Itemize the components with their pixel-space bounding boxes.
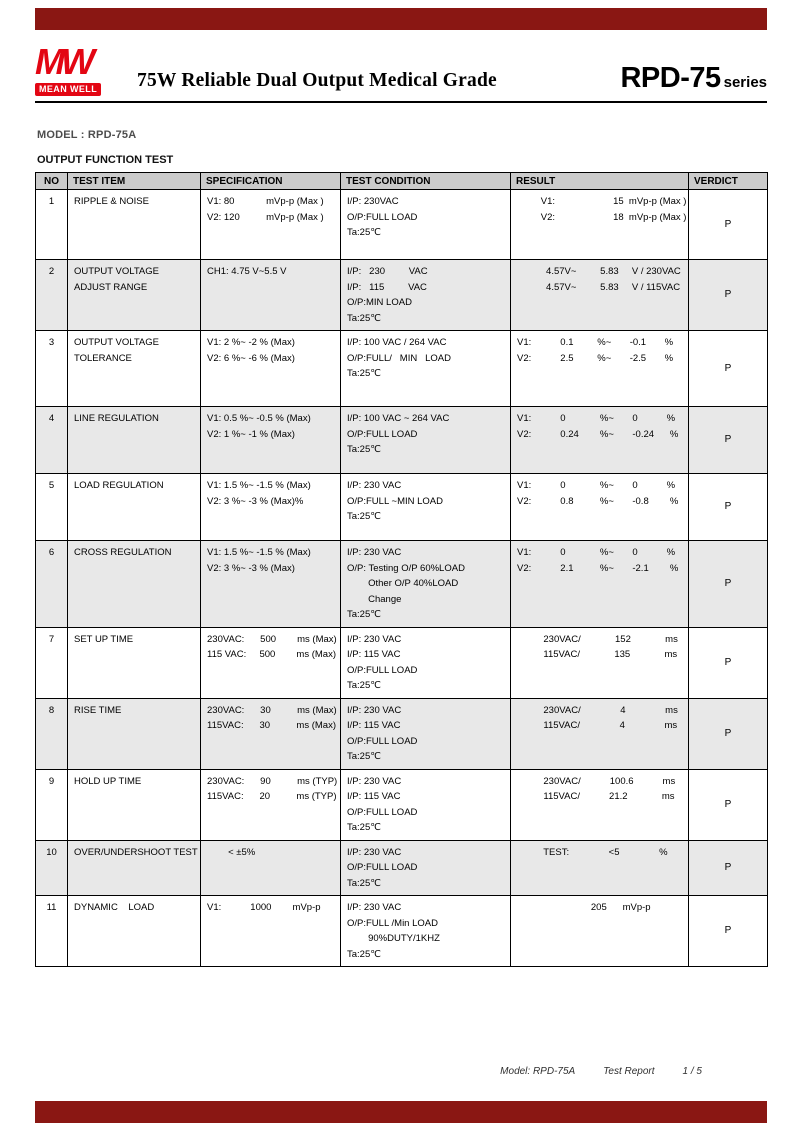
row-test-condition-line: O/P:FULL LOAD	[347, 862, 418, 873]
series-suffix: series	[723, 74, 767, 91]
row-specification	[201, 260, 341, 331]
table-row	[36, 896, 768, 967]
top-accent-bar	[35, 8, 767, 30]
row-specification-line: V2: 120 mVp-p (Max )	[207, 211, 324, 223]
footer-doc-type: Test Report	[603, 1066, 655, 1077]
row-specification-line: V1: 1000 mVp-p	[207, 902, 321, 913]
column-header-result: RESULT	[511, 173, 689, 190]
row-test-condition-line: I/P: 115 VAC	[347, 791, 401, 802]
row-result-line: 205 mVp-p	[517, 902, 651, 913]
row-specification-line: CH1: 4.75 V~5.5 V	[207, 266, 287, 277]
report-title: 75W Reliable Dual Output Medical Grade	[137, 70, 497, 91]
row-test-condition-line: I/P: 230VAC	[347, 196, 399, 207]
row-result-line: V2: 0.24 %~ -0.24 %	[517, 428, 679, 440]
page-footer	[500, 1066, 702, 1077]
column-header-specification: SPECIFICATION	[201, 173, 341, 190]
row-specification-line: V1: 1.5 %~ -1.5 % (Max)	[207, 480, 311, 491]
row-test-condition-line: O/P:FULL LOAD	[347, 211, 418, 223]
row-test-condition-line: O/P:FULL ~MIN LOAD	[347, 495, 443, 507]
column-header-test-item: TEST ITEM	[68, 173, 201, 190]
row-test-condition-line: I/P: 115 VAC	[347, 281, 427, 293]
row-verdict	[689, 260, 768, 331]
row-specification-line: V1: 80 mVp-p (Max )	[207, 196, 324, 207]
row-test-condition-line: O/P:MIN LOAD	[347, 297, 412, 308]
row-test-condition	[341, 407, 511, 474]
row-test-condition-line: Ta:25℃	[347, 822, 381, 833]
row-result-line: V1: 0 %~ 0 %	[517, 413, 676, 424]
row-no-line: 11	[46, 902, 57, 913]
row-test-condition-line: Ta:25℃	[347, 368, 381, 379]
row-verdict-line: P	[724, 798, 732, 810]
row-test-item-line: LOAD REGULATION	[74, 480, 164, 491]
row-verdict-line: P	[724, 727, 732, 739]
row-specification	[201, 840, 341, 896]
row-no-line: 1	[48, 196, 55, 207]
row-verdict	[689, 769, 768, 840]
row-test-condition-line: I/P: 230 VAC	[347, 775, 402, 787]
row-verdict	[689, 331, 768, 407]
row-verdict-line: P	[724, 925, 732, 937]
row-no	[36, 627, 68, 698]
row-result	[511, 407, 689, 474]
row-test-condition-line: I/P: 115 VAC	[347, 649, 401, 660]
row-test-condition-line: 90%DUTY/1KHZ	[347, 933, 440, 944]
row-verdict-line: P	[724, 501, 732, 513]
row-result-line: 230VAC/ 100.6 ms	[517, 775, 676, 787]
row-result-line: V2: 2.1 %~ -2.1 %	[517, 562, 679, 574]
row-no	[36, 896, 68, 967]
mw-logo-mark: MW	[35, 41, 91, 82]
row-test-condition	[341, 331, 511, 407]
row-specification	[201, 769, 341, 840]
row-result	[511, 260, 689, 331]
row-verdict-line: P	[724, 578, 732, 589]
row-test-condition-line: I/P: 230 VAC	[347, 704, 402, 716]
row-verdict-line: P	[724, 656, 732, 668]
column-header-test-condition: TEST CONDITION	[341, 173, 511, 190]
row-test-condition-line: Ta:25℃	[347, 444, 381, 455]
row-no-line: 4	[48, 413, 55, 424]
row-result-line: V2: 18 mVp-p (Max )	[517, 211, 687, 223]
row-test-item-line: TOLERANCE	[74, 352, 132, 364]
row-result	[511, 840, 689, 896]
row-verdict	[689, 474, 768, 541]
row-test-item	[68, 627, 201, 698]
row-result-line: 115VAC/ 4 ms	[517, 720, 678, 731]
row-test-item	[68, 331, 201, 407]
row-result-line: V2: 0.8 %~ -0.8 %	[517, 495, 679, 507]
row-test-item-line: SET UP TIME	[74, 633, 134, 645]
row-test-item-line: ADJUST RANGE	[74, 281, 148, 293]
row-result-line: V1: 15 mVp-p (Max )	[517, 196, 687, 207]
series-label	[620, 62, 767, 101]
series-name: RPD-75	[620, 62, 721, 94]
row-test-condition	[341, 627, 511, 698]
row-specification-line: 115 VAC: 500 ms (Max)	[207, 649, 336, 660]
row-test-condition-line: O/P: Testing O/P 60%LOAD	[347, 562, 465, 574]
row-specification	[201, 541, 341, 628]
output-function-test-table	[35, 172, 768, 967]
row-test-condition-line: I/P: 115 VAC	[347, 720, 401, 731]
row-specification	[201, 474, 341, 541]
row-specification-line: V2: 1 %~ -1 % (Max)	[207, 428, 295, 440]
row-result-line: V2: 2.5 %~ -2.5 %	[517, 352, 674, 364]
table-row	[36, 541, 768, 628]
row-verdict	[689, 896, 768, 967]
row-test-condition-line: I/P: 230 VAC	[347, 547, 402, 558]
row-specification-line: 115VAC: 30 ms (Max)	[207, 720, 336, 731]
row-no	[36, 541, 68, 628]
row-test-item-line: CROSS REGULATION	[74, 547, 172, 558]
row-test-condition-line: I/P: 230 VAC	[347, 266, 428, 277]
row-no	[36, 474, 68, 541]
row-test-item	[68, 260, 201, 331]
table-row	[36, 627, 768, 698]
row-test-item-line: HOLD UP TIME	[74, 775, 142, 787]
row-result	[511, 627, 689, 698]
row-test-condition-line: Ta:25℃	[347, 312, 381, 324]
row-specification	[201, 896, 341, 967]
row-test-condition-line: I/P: 230 VAC	[347, 846, 402, 858]
row-no-line: 9	[48, 775, 55, 787]
row-test-condition-line: Ta:25℃	[347, 511, 381, 522]
row-specification-line: < ±5%	[207, 846, 256, 858]
row-test-condition-line: O/P:FULL /Min LOAD	[347, 917, 438, 929]
row-specification-line: V2: 6 %~ -6 % (Max)	[207, 352, 295, 364]
row-result-line: 230VAC/ 4 ms	[517, 704, 678, 716]
row-test-condition-line: O/P:FULL LOAD	[347, 664, 418, 676]
row-specification	[201, 190, 341, 260]
row-test-item	[68, 769, 201, 840]
row-result-line: V1: 0.1 %~ -0.1 %	[517, 337, 674, 348]
row-result-line: 115VAC/ 21.2 ms	[517, 791, 675, 802]
row-specification-line: V1: 2 %~ -2 % (Max)	[207, 337, 295, 348]
row-test-condition	[341, 474, 511, 541]
row-specification-line: 115VAC: 20 ms (TYP)	[207, 791, 337, 802]
row-result	[511, 896, 689, 967]
row-no	[36, 331, 68, 407]
row-test-item-line: RISE TIME	[74, 704, 122, 716]
row-verdict	[689, 840, 768, 896]
row-test-condition	[341, 190, 511, 260]
row-verdict	[689, 190, 768, 260]
row-verdict-line: P	[724, 434, 732, 446]
row-test-condition-line: Ta:25℃	[347, 877, 381, 889]
row-test-condition	[341, 769, 511, 840]
row-no	[36, 260, 68, 331]
row-specification-line: 230VAC: 500 ms (Max)	[207, 633, 337, 645]
row-verdict-line: P	[724, 289, 732, 301]
row-test-condition	[341, 260, 511, 331]
row-specification-line: V1: 1.5 %~ -1.5 % (Max)	[207, 547, 311, 558]
row-no	[36, 190, 68, 260]
row-test-condition	[341, 840, 511, 896]
row-no-line: 5	[48, 480, 55, 491]
table-body	[36, 190, 768, 967]
row-result-line: 4.57V~ 5.83 V / 115VAC	[517, 281, 681, 293]
row-test-item	[68, 407, 201, 474]
table-row	[36, 331, 768, 407]
row-result-line: V1: 0 %~ 0 %	[517, 480, 676, 491]
meanwell-wordmark: MEAN WELL	[35, 83, 101, 96]
row-no	[36, 698, 68, 769]
row-specification-line: 230VAC: 30 ms (Max)	[207, 704, 337, 716]
row-specification-line: V2: 3 %~ -3 % (Max)%	[207, 495, 304, 507]
row-test-condition-line: Change	[347, 593, 402, 605]
table-row	[36, 260, 768, 331]
row-test-condition-line: O/P:FULL LOAD	[347, 806, 418, 818]
row-test-condition-line: Ta:25℃	[347, 751, 381, 762]
table-row	[36, 190, 768, 260]
table-row	[36, 407, 768, 474]
row-test-item	[68, 896, 201, 967]
report-header	[35, 41, 767, 103]
row-no	[36, 769, 68, 840]
row-test-condition-line: I/P: 230 VAC	[347, 902, 402, 913]
row-test-item-line: DYNAMIC LOAD	[74, 902, 155, 913]
footer-model: Model: RPD-75A	[500, 1066, 576, 1077]
table-row	[36, 698, 768, 769]
row-test-item-line: OUTPUT VOLTAGE	[74, 337, 159, 348]
row-specification-line: 230VAC: 90 ms (TYP)	[207, 775, 338, 787]
row-no-line: 3	[48, 337, 55, 348]
row-specification	[201, 407, 341, 474]
column-header-no: NO	[36, 173, 68, 190]
row-verdict	[689, 541, 768, 628]
row-specification-line: V1: 0.5 %~ -0.5 % (Max)	[207, 413, 311, 424]
row-test-condition-line: I/P: 100 VAC ~ 264 VAC	[347, 413, 450, 424]
row-test-item	[68, 474, 201, 541]
row-test-condition	[341, 698, 511, 769]
row-test-item-line: LINE REGULATION	[74, 413, 159, 424]
row-verdict	[689, 627, 768, 698]
row-test-item-line: OUTPUT VOLTAGE	[74, 266, 159, 277]
row-test-condition-line: O/P:FULL LOAD	[347, 735, 418, 747]
row-test-condition-line: I/P: 230 VAC	[347, 480, 402, 491]
table-row	[36, 474, 768, 541]
row-no-line: 10	[46, 846, 57, 858]
bottom-accent-bar	[35, 1101, 767, 1123]
table-header-row	[36, 173, 768, 190]
row-result-line: 115VAC/ 135 ms	[517, 649, 678, 660]
row-no-line: 7	[48, 633, 55, 645]
row-test-condition	[341, 896, 511, 967]
section-title: OUTPUT FUNCTION TEST	[37, 154, 174, 166]
row-no-line: 8	[48, 704, 55, 716]
row-test-condition-line: Ta:25℃	[347, 609, 381, 620]
row-test-item-line: RIPPLE & NOISE	[74, 196, 149, 207]
row-verdict	[689, 698, 768, 769]
row-no	[36, 840, 68, 896]
column-header-verdict: VERDICT	[689, 173, 768, 190]
row-test-condition-line: O/P:FULL/ MIN LOAD	[347, 352, 451, 364]
row-result	[511, 190, 689, 260]
row-test-item	[68, 541, 201, 628]
row-test-condition-line: Ta:25℃	[347, 680, 381, 691]
row-result	[511, 331, 689, 407]
row-test-condition	[341, 541, 511, 628]
row-specification-line: V2: 3 %~ -3 % (Max)	[207, 562, 295, 574]
row-specification	[201, 698, 341, 769]
row-test-item	[68, 840, 201, 896]
row-test-condition-line: O/P:FULL LOAD	[347, 428, 418, 440]
row-verdict-line: P	[724, 218, 732, 230]
row-result-line: 230VAC/ 152 ms	[517, 633, 678, 645]
row-result	[511, 541, 689, 628]
row-no-line: 2	[48, 266, 55, 277]
row-test-condition-line: Other O/P 40%LOAD	[347, 578, 459, 589]
row-result-line: V1: 0 %~ 0 %	[517, 547, 676, 558]
row-verdict-line: P	[724, 362, 732, 374]
row-result	[511, 698, 689, 769]
row-verdict	[689, 407, 768, 474]
row-no-line: 6	[48, 547, 55, 558]
row-specification	[201, 331, 341, 407]
row-specification	[201, 627, 341, 698]
model-label: MODEL : RPD-75A	[37, 129, 137, 141]
meanwell-logo	[35, 41, 127, 101]
row-test-condition-line: I/P: 230 VAC	[347, 633, 402, 645]
row-verdict-line: P	[724, 862, 732, 873]
row-test-item	[68, 698, 201, 769]
row-result	[511, 474, 689, 541]
row-no	[36, 407, 68, 474]
row-result	[511, 769, 689, 840]
table-row	[36, 769, 768, 840]
row-test-item-line: OVER/UNDERSHOOT TEST	[74, 846, 198, 858]
row-result-line: 4.57V~ 5.83 V / 230VAC	[517, 266, 681, 277]
row-test-item	[68, 190, 201, 260]
row-test-condition-line: Ta:25℃	[347, 227, 381, 238]
row-test-condition-line: Ta:25℃	[347, 948, 381, 960]
row-result-line: TEST: <5 %	[517, 846, 668, 858]
row-test-condition-line: I/P: 100 VAC / 264 VAC	[347, 337, 447, 348]
table-row	[36, 840, 768, 896]
footer-page-number: 1 / 5	[682, 1066, 702, 1077]
